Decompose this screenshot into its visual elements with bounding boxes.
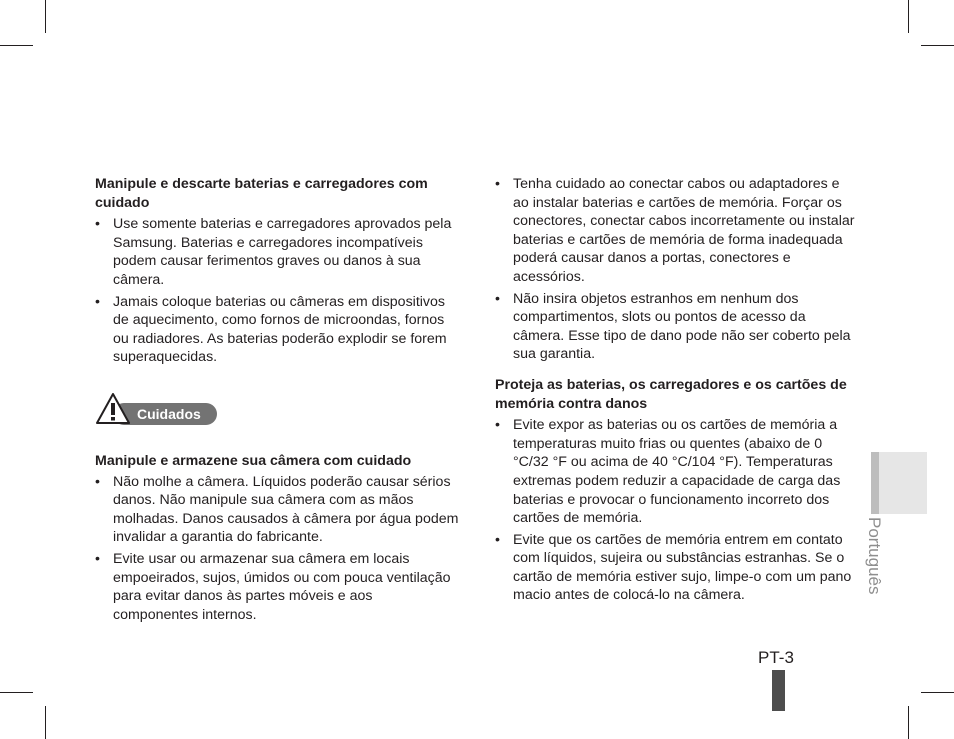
left-column-lower: [95, 452, 460, 624]
caution-label: Cuidados: [137, 406, 201, 422]
left-column-upper: [95, 175, 460, 367]
list-item: • Não insira objetos estranhos em nenhum dos compartimentos, slots ou pontos de acesso da câmera. Esse tipo de dano pode não ser coberto pela sua garantia.: [495, 290, 855, 364]
list-item: • Tenha cuidado ao conectar cabos ou adaptadores e ao instalar baterias e cartões de memória. Forçar os conectores, conectar cabos incorretamente ou instalar baterias e cartões de memória de forma inadequada poderá causar danos a portas, conectores e acessórios.: [495, 175, 855, 287]
section-heading: Manipule e armazene sua câmera com cuidado: [95, 453, 412, 469]
section-heading: Manipule e descarte baterias e carregadores com cuidado: [95, 176, 428, 211]
bullet-list: [95, 473, 460, 625]
right-column: [495, 175, 855, 605]
page-marker-bar: [772, 670, 785, 711]
list-item: • Evite usar ou armazenar sua câmera em locais empoeirados, sujos, úmidos ou com pouca ventilação para evitar danos às partes móveis e aos componentes internos.: [95, 550, 460, 624]
section-heading: Proteja as baterias, os carregadores e os cartões de memória contra danos: [495, 376, 847, 412]
list-item: • Não molhe a câmera. Líquidos poderão causar sérios danos. Não manipule sua câmera com as mãos molhadas. Danos causados à câmera por água podem invalidar a garantia do fabricante.: [95, 473, 460, 547]
language-label: Português: [865, 517, 884, 595]
crop-mark: [921, 692, 954, 693]
bullet-list: [495, 175, 855, 364]
list-item: • Use somente baterias e carregadores aprovados pela Samsung. Baterias e carregadores incompatíveis podem causar ferimentos graves ou danos à sua câmera.: [95, 215, 460, 289]
caution-badge: [95, 392, 225, 428]
crop-mark: [0, 692, 33, 693]
bullet-list: [95, 215, 460, 367]
list-item: • Jamais coloque baterias ou câmeras em dispositivos de aquecimento, como fornos de microondas, fornos ou radiadores. As baterias poderão explodir se forem superaquecidas.: [95, 293, 460, 367]
bullet-list: [495, 416, 855, 605]
warning-triangle-icon: [95, 392, 131, 426]
language-tab-edge: [871, 452, 879, 514]
crop-mark: [0, 45, 33, 46]
crop-mark: [45, 706, 46, 739]
crop-mark: [908, 706, 909, 739]
list-item: • Evite expor as baterias ou os cartões de memória a temperaturas muito frias ou quentes (abaixo de 0 °C/32 °F ou acima de 40 °C/104 °F). Temperaturas extremas podem reduzir a capacidade de carga das baterias e provocar o funcionamento incorreto dos cartões de memória.: [495, 416, 855, 528]
language-tab: [871, 452, 927, 514]
crop-mark: [45, 0, 46, 33]
page-number: PT-3: [758, 648, 794, 667]
list-item: • Evite que os cartões de memória entrem em contato com líquidos, sujeira ou substâncias estranhas. Se o cartão de memória estiver sujo, limpe-o com um pano macio antes de colocá-lo na câmera.: [495, 531, 855, 605]
crop-mark: [908, 0, 909, 33]
crop-mark: [921, 45, 954, 46]
